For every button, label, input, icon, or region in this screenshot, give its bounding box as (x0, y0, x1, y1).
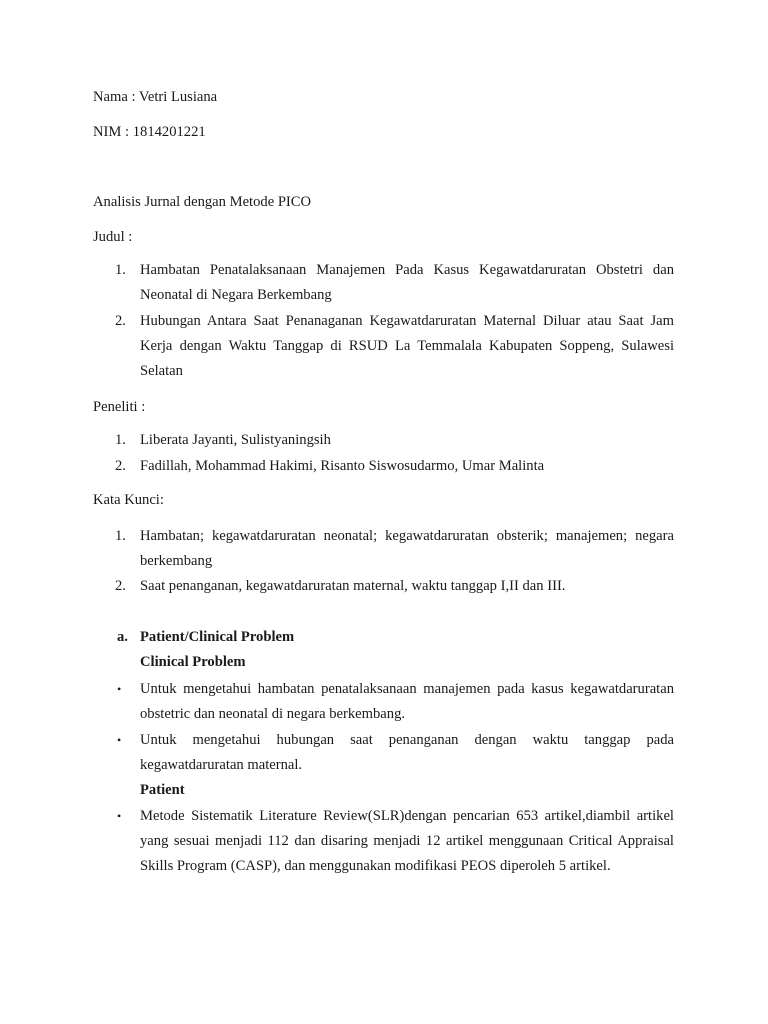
peneliti-item-2-number: 2. (115, 458, 126, 474)
clinical-problem-heading: Clinical Problem (140, 654, 246, 670)
bullet-icon: • (117, 809, 122, 823)
student-nim: NIM : 1814201221 (93, 124, 206, 140)
judul-item-2-text: Hubungan Antara Saat Penanaganan Kegawatdaruratan Maternal Diluar atau Saat Jam Kerja dengan Waktu Tanggap di RSUD La Temmalala Kabupaten Soppeng, Sulawesi Selatan (140, 313, 674, 379)
patient-heading: Patient (140, 782, 185, 798)
peneliti-item-1-number: 1. (115, 432, 126, 448)
kata-kunci-label: Kata Kunci: (93, 492, 164, 508)
clinical-item-2-text: Untuk mengetahui hubungan saat penanganan dengan waktu tanggap pada kegawatdaruratan maternal. (140, 732, 674, 773)
judul-item-1-text: Hambatan Penatalaksanaan Manajemen Pada Kasus Kegawatdaruratan Obstetri dan Neonatal di Negara Berkembang (140, 262, 674, 303)
kata-kunci-item-1-text: Hambatan; kegawatdaruratan neonatal; kegawatdaruratan obsterik; manajemen; negara berkembang (140, 528, 674, 569)
analysis-title: Analisis Jurnal dengan Metode PICO (93, 194, 312, 210)
bullet-icon: • (117, 733, 122, 747)
kata-kunci-item-2-text: Saat penanganan, kegawatdaruratan maternal, waktu tanggap I,II dan III. (140, 578, 566, 594)
judul-label: Judul : (93, 229, 133, 245)
clinical-item-1-text: Untuk mengetahui hambatan penatalaksanaan manajemen pada kasus kegawatdaruratan obstetric dan neonatal di negara berkembang. (140, 681, 674, 722)
bullet-icon: • (117, 682, 122, 696)
patient-item-1-text: Metode Sistematik Literature Review(SLR)dengan pencarian 653 artikel,diambil artikel yang sesuai menjadi 112 dan disaring menjadi 12 artikel menggunaan Critical Appraisal Skills Program (CASP), dan menggunakan modifikasi PEOS diperoleh 5 artikel. (140, 808, 674, 874)
judul-item-2-number: 2. (115, 313, 126, 329)
peneliti-item-1-text: Liberata Jayanti, Sulistyaningsih (140, 432, 331, 448)
peneliti-item-2-text: Fadillah, Mohammad Hakimi, Risanto Siswosudarmo, Umar Malinta (140, 458, 545, 474)
peneliti-label: Peneliti : (93, 399, 146, 415)
kata-kunci-item-1-number: 1. (115, 528, 126, 544)
section-a-title: Patient/Clinical Problem (140, 629, 295, 645)
kata-kunci-item-2-number: 2. (115, 578, 126, 594)
section-a-marker: a. (117, 629, 128, 645)
judul-item-1-number: 1. (115, 262, 126, 278)
student-name: Nama : Vetri Lusiana (93, 89, 218, 105)
